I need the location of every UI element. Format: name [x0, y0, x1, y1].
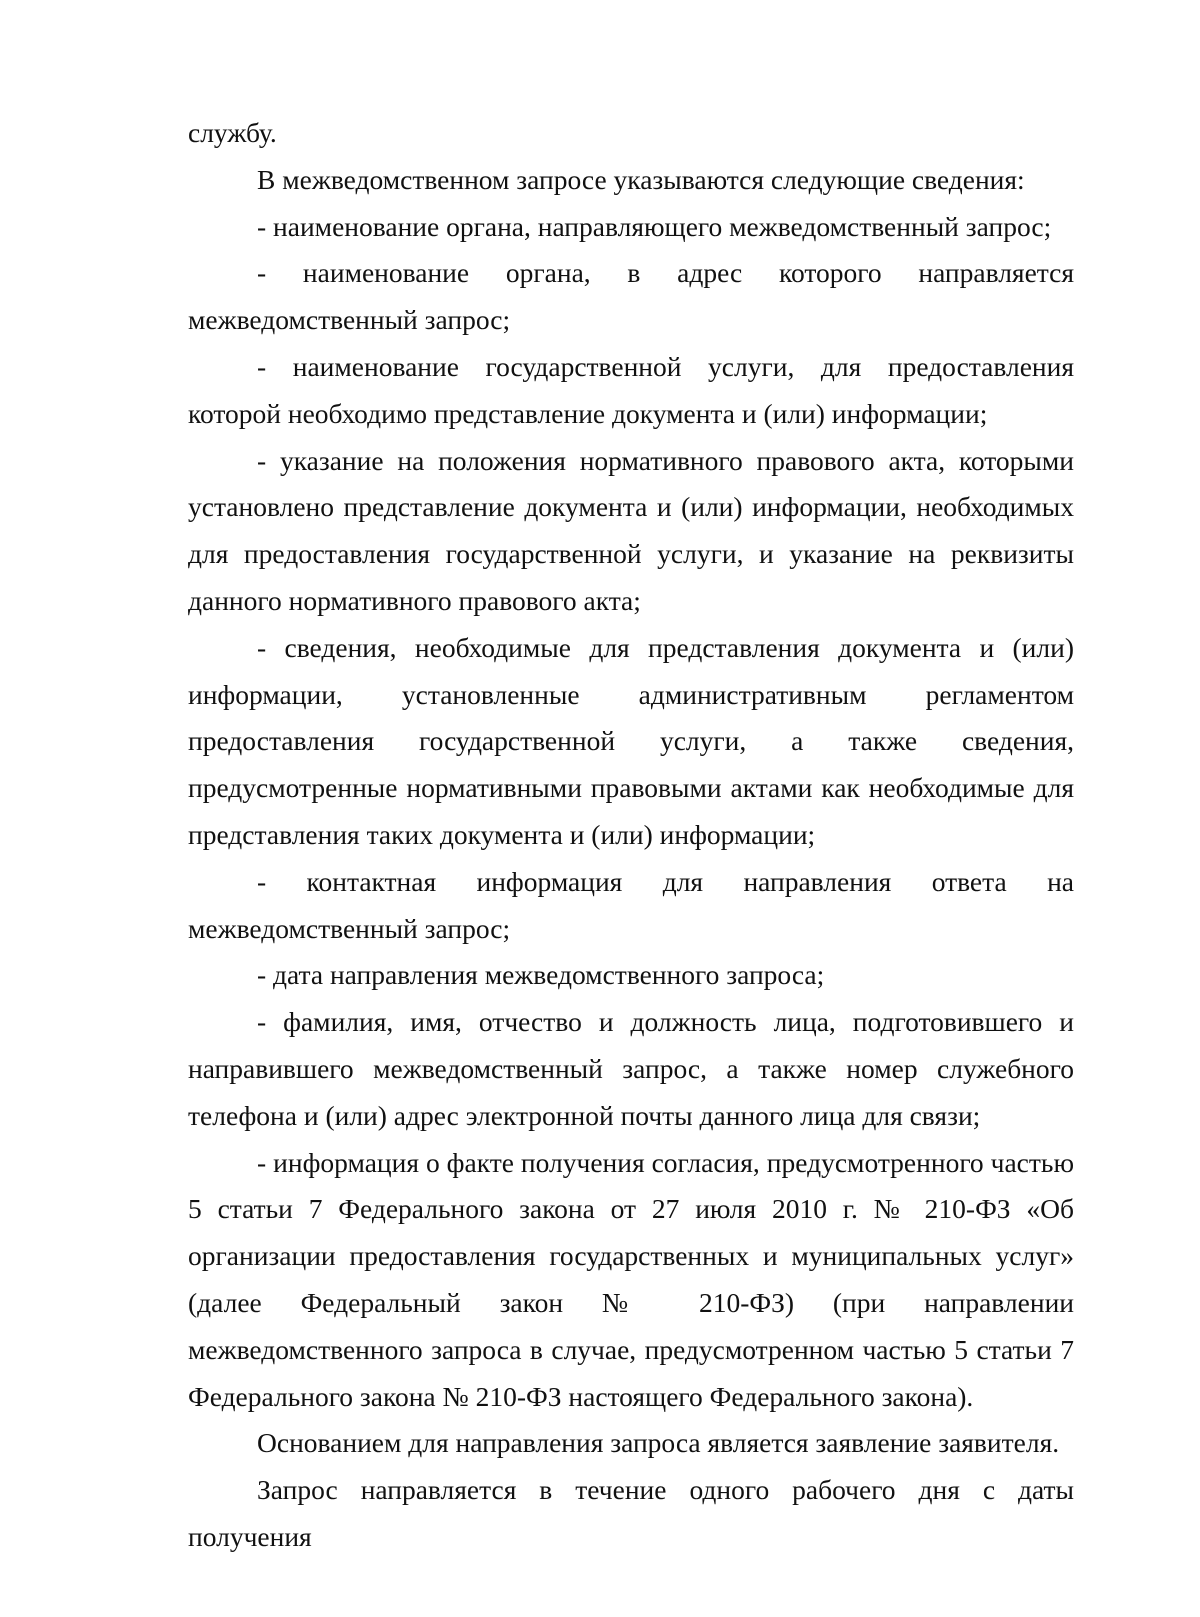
list-item-required-info: - сведения, необходимые для представления документа и (или) информации, установленные административным регламентом предоставления государственной услуги, а также сведения, предусмотренные нормативными правовыми актами как необходимые для представления таких документа и (или) информации; — [188, 631, 1074, 850]
list-item-consent-info: - информация о факте получения согласия, предусмотренного частью 5 статьи 7 Федерального закона от 27 июля 2010 г. № 210-ФЗ «Об организации предоставления государственных и муниципальных услуг» (далее Федеральный закон № 210-ФЗ) (при направлении межведомственного запроса в случае, предусмотренном частью 5 статьи 7 Федерального закона № 210-ФЗ настоящего Федерального закона). — [188, 1146, 1074, 1412]
paragraph-continuation: службу. — [188, 117, 277, 148]
paragraph-deadline: Запрос направляется в течение одного рабочего дня с даты получения — [188, 1474, 1074, 1552]
list-item-contact-info: - контактная информация для направления ответа на межведомственный запрос; — [188, 865, 1074, 944]
list-item-responsible-person: - фамилия, имя, отчество и должность лица, подготовившего и направившего межведомственный запрос, а также номер служебного телефона и (или) адрес электронной почты данного лица для связи; — [188, 1006, 1074, 1131]
list-item-recipient-authority: - наименование органа, в адрес которого направляется межведомственный запрос; — [188, 257, 1074, 336]
list-item-sending-authority: - наименование органа, направляющего межведомственный запрос; — [257, 210, 1052, 242]
document-body — [188, 110, 1074, 1561]
list-item-request-date: - дата направления межведомственного запроса; — [257, 959, 825, 991]
paragraph-intro: В межведомственном запросе указываются следующие сведения: — [257, 163, 1025, 195]
list-item-service-name: - наименование государственной услуги, для предоставления которой необходимо представление документа и (или) информации; — [188, 350, 1074, 429]
list-item-legal-act: - указание на положения нормативного правового акта, которыми установлено представление документа и (или) информации, необходимых для предоставления государственной услуги, и указание на реквизиты данного нормативного правового акта; — [188, 444, 1074, 616]
paragraph-basis: Основанием для направления запроса является заявление заявителя. — [257, 1427, 1060, 1459]
